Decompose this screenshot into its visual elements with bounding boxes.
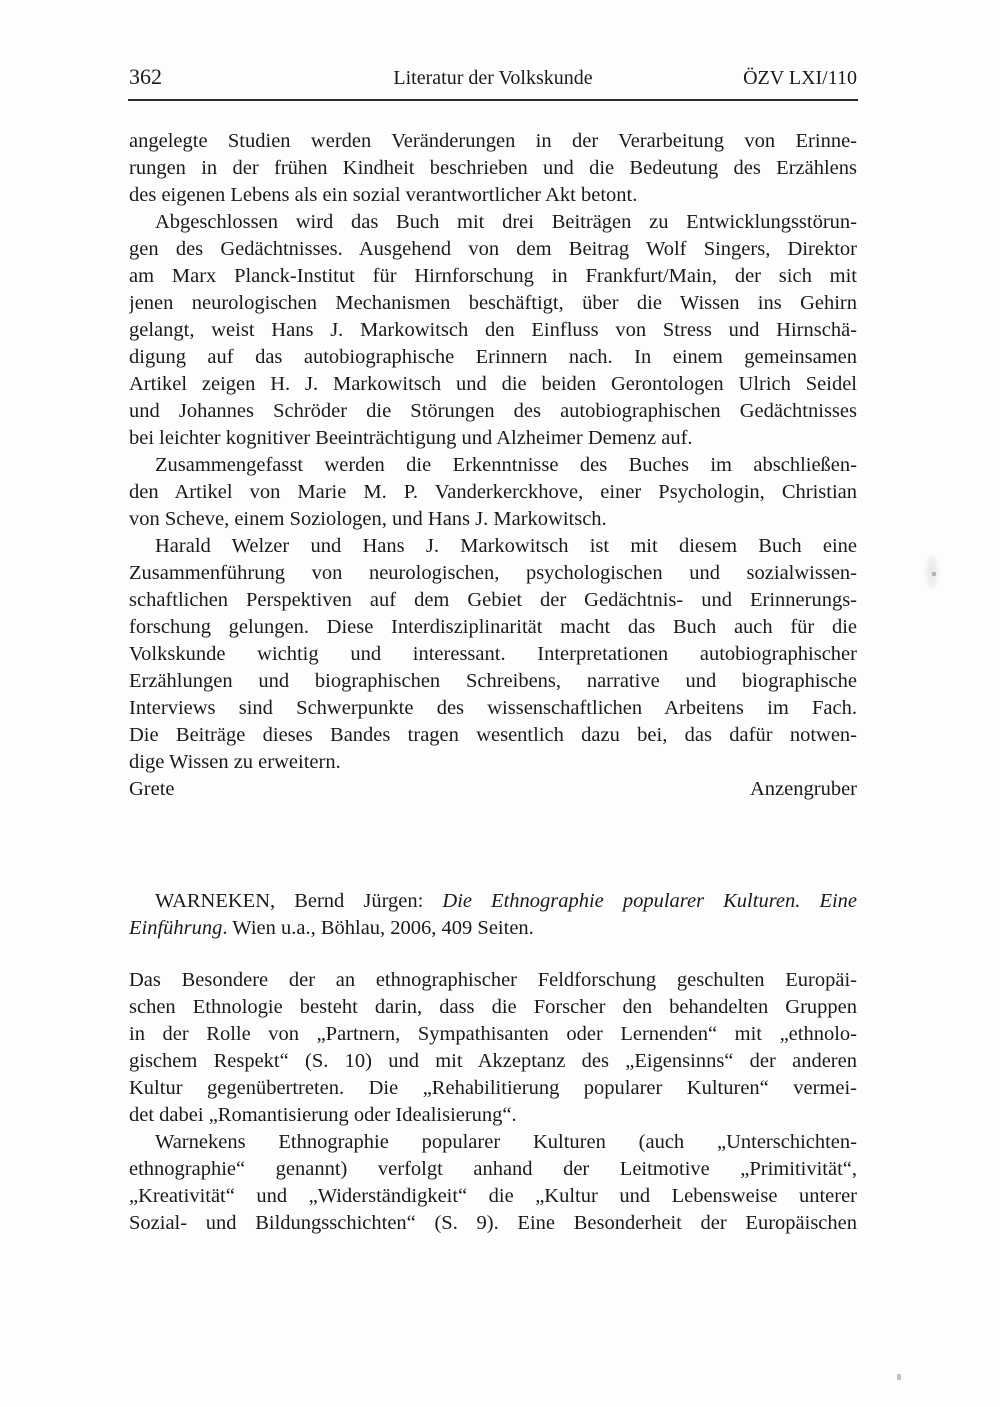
text-line: Erzählungen und biographischen Schreibens, narrative und biographische — [129, 670, 857, 692]
text-line: Harald Welzer und Hans J. Markowitsch ist mit diesem Buch eine — [155, 535, 857, 557]
text-line: ethnographie“ genannt) verfolgt anhand der Leitmotive „Primitivität“, — [129, 1158, 857, 1180]
book-review-warneken — [129, 888, 857, 1237]
review-body — [129, 967, 857, 1237]
text-line: den Artikel von Marie M. P. Vanderkerckhove, einer Psychologin, Christian — [129, 481, 857, 503]
paragraph — [129, 888, 857, 942]
header-rule — [128, 99, 858, 101]
text-line: forschung gelungen. Diese Interdisziplinarität macht das Buch auch für die — [129, 616, 857, 638]
text-line: gen des Gedächtnisses. Ausgehend von dem Beitrag Wolf Singers, Direktor — [129, 238, 857, 260]
text-line: schaftlichen Perspektiven auf dem Gebiet der Gedächtnis- und Erinnerungs- — [129, 589, 857, 611]
text-line: Interviews sind Schwerpunkte des wissenschaftlichen Arbeitens im Fach. — [129, 697, 857, 719]
text-line: dige Wissen zu erweitern. — [129, 751, 341, 773]
page-number: 362 — [129, 64, 162, 89]
text-line: Warnekens Ethnographie popularer Kulturen (auch „Unterschichten- — [155, 1131, 857, 1153]
text-line: gischem Respekt“ (S. 10) und mit Akzeptanz des „Eigensinns“ der anderen — [129, 1050, 857, 1072]
text-line: digung auf das autobiographische Erinnern nach. In einem gemeinsamen — [129, 346, 857, 368]
paragraph — [129, 533, 857, 776]
text-line: Einführung. Wien u.a., Böhlau, 2006, 409 Seiten. — [129, 917, 534, 939]
text-line: „Kreativität“ und „Widerständigkeit“ die „Kultur und Lebensweise unterer — [129, 1185, 857, 1207]
text-line: Abgeschlossen wird das Buch mit drei Beiträgen zu Entwicklungsstörun- — [155, 211, 857, 233]
scan-artifact — [932, 572, 936, 576]
text-line: Artikel zeigen H. J. Markowitsch und die beiden Gerontologen Ulrich Seidel — [129, 373, 857, 395]
review-body — [129, 128, 857, 776]
text-line: Zusammenführung von neurologischen, psychologischen und sozialwissen- — [129, 562, 857, 584]
text-line: angelegte Studien werden Veränderungen in der Verarbeitung von Erinne- — [129, 130, 857, 152]
reviewer-signature: Grete Anzengruber — [129, 778, 857, 800]
text-line: Sozial- und Bildungsschichten“ (S. 9). Eine Besonderheit der Europäischen — [129, 1212, 857, 1234]
text-line: det dabei „Romantisierung oder Idealisierung“. — [129, 1104, 517, 1126]
running-header-title: Literatur der Volkskunde — [393, 67, 593, 89]
text-line: des eigenen Lebens als ein sozial verantwortlicher Akt betont. — [129, 184, 638, 206]
paragraph — [129, 128, 857, 209]
text-line: WARNEKEN, Bernd Jürgen: Die Ethnographie popularer Kulturen. Eine — [155, 890, 857, 912]
paragraph — [129, 209, 857, 452]
bibliographic-citation — [129, 888, 857, 942]
text-line: Zusammengefasst werden die Erkenntnisse des Buches im abschließen- — [155, 454, 857, 476]
paragraph — [129, 452, 857, 533]
text-line: jenen neurologischen Mechanismen beschäftigt, über die Wissen ins Gehirn — [129, 292, 857, 314]
text-line: bei leichter kognitiver Beeinträchtigung und Alzheimer Demenz auf. — [129, 427, 693, 449]
text-line: Das Besondere der an ethnographischer Feldforschung geschulten Europäi- — [129, 969, 857, 991]
text-line: am Marx Planck-Institut für Hirnforschung in Frankfurt/Main, der sich mit — [129, 265, 857, 287]
text-line: schen Ethnologie besteht darin, dass die Forscher den behandelten Gruppen — [129, 996, 857, 1018]
paragraph — [129, 967, 857, 1129]
text-line: Volkskunde wichtig und interessant. Interpretationen autobiographischer — [129, 643, 857, 665]
text-line: Kultur gegenübertreten. Die „Rehabilitierung popularer Kulturen“ vermei- — [129, 1077, 857, 1099]
paragraph — [129, 1129, 857, 1237]
text-line: gelangt, weist Hans J. Markowitsch den Einfluss von Stress und Hirnschä- — [129, 319, 857, 341]
text-line: von Scheve, einem Soziologen, und Hans J. Markowitsch. — [129, 508, 607, 530]
text-line: rungen in der frühen Kindheit beschrieben und die Bedeutung des Erzählens — [129, 157, 857, 179]
text-line: in der Rolle von „Partnern, Sympathisanten oder Lernenden“ mit „ethnolo- — [129, 1023, 857, 1045]
running-header — [129, 64, 857, 90]
scan-artifact — [897, 1374, 901, 1380]
text-line: Die Beiträge dieses Bandes tragen wesentlich dazu bei, das dafür notwen- — [129, 724, 857, 746]
text-block — [129, 128, 857, 1237]
book-review-memory — [129, 128, 857, 803]
text-line: und Johannes Schröder die Störungen des autobiographischen Gedächtnisses — [129, 400, 857, 422]
journal-reference: ÖZV LXI/110 — [743, 67, 857, 89]
